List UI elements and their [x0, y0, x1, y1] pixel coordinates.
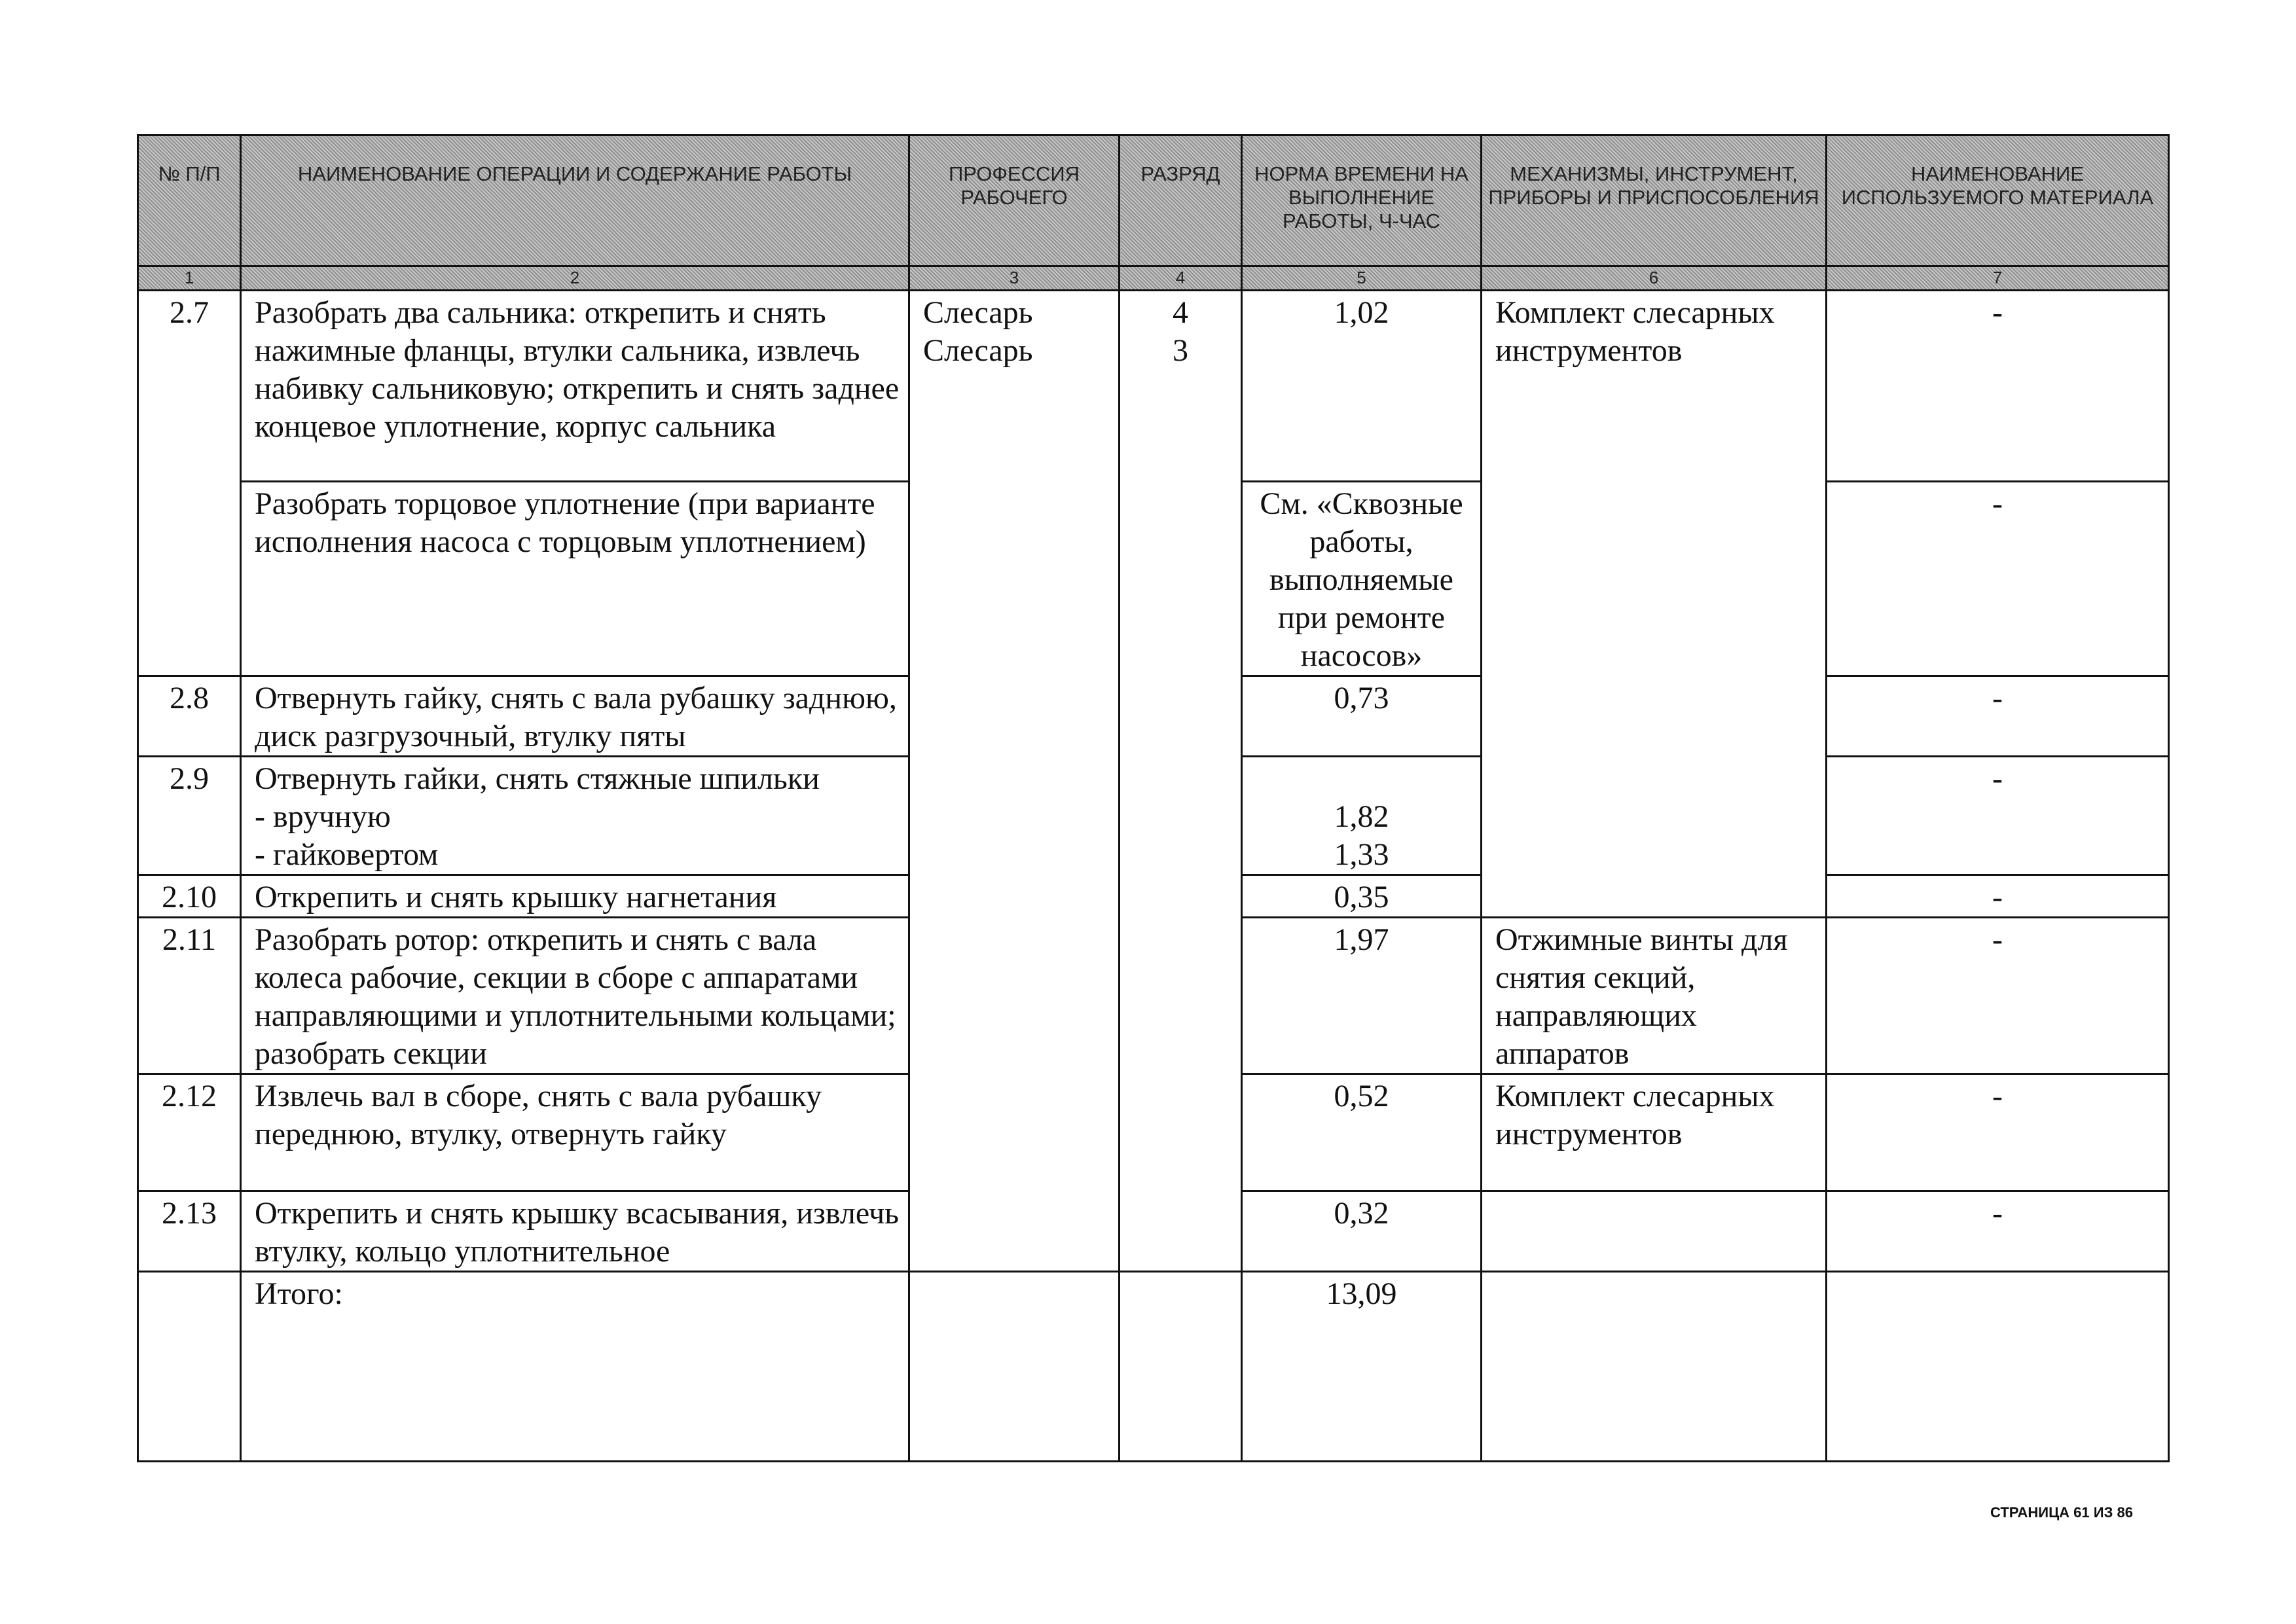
- total-label: Итого:: [241, 1272, 909, 1462]
- col-number: 2: [241, 266, 909, 291]
- row-material: -: [1827, 1074, 2169, 1191]
- empty-cell: [138, 1272, 241, 1462]
- col-number: 6: [1482, 266, 1827, 291]
- row-tools: Отжимные винты для снятия секций, направляющих аппаратов: [1482, 918, 1827, 1074]
- header-profession: ПРОФЕССИЯ РАБОЧЕГО: [909, 135, 1120, 266]
- row-operation: Разобрать торцовое уплотнение (при варианте исполнения насоса с торцовым уплотнением): [241, 482, 909, 676]
- row-profession: Слесарь Слесарь: [909, 291, 1120, 1272]
- row-material: -: [1827, 875, 2169, 918]
- work-operations-table: [137, 134, 2170, 1462]
- row-num: 2.10: [138, 875, 241, 918]
- row-time: 0,35: [1242, 875, 1482, 918]
- row-time: 0,32: [1242, 1191, 1482, 1272]
- total-row: [138, 1272, 2169, 1462]
- col-number: 3: [909, 266, 1120, 291]
- header-num: № П/П: [138, 135, 241, 266]
- row-num: 2.12: [138, 1074, 241, 1191]
- total-time: 13,09: [1242, 1272, 1482, 1462]
- row-operation: Разобрать ротор: открепить и снять с вала колеса рабочие, секции в сборе с аппаратами направляющими и уплотнительными кольцами; разобрать секции: [241, 918, 909, 1074]
- row-num: 2.13: [138, 1191, 241, 1272]
- header-tools: МЕХАНИЗМЫ, ИНСТРУМЕНТ, ПРИБОРЫ И ПРИСПОСОБЛЕНИЯ: [1482, 135, 1827, 266]
- row-num: 2.11: [138, 918, 241, 1074]
- row-material: -: [1827, 1191, 2169, 1272]
- row-material: -: [1827, 676, 2169, 757]
- col-number: 1: [138, 266, 241, 291]
- col-number: 7: [1827, 266, 2169, 291]
- empty-cell: [1120, 1272, 1242, 1462]
- empty-cell: [1827, 1272, 2169, 1462]
- row-tools: Комплект слесарных инструментов: [1482, 291, 1827, 918]
- row-time: 1,02: [1242, 291, 1482, 482]
- header-row: [138, 135, 2169, 266]
- row-time: 0,52: [1242, 1074, 1482, 1191]
- row-operation: Извлечь вал в сборе, снять с вала рубашку переднюю, втулку, отвернуть гайку: [241, 1074, 909, 1191]
- page-number: СТРАНИЦА 61 ИЗ 86: [1990, 1504, 2133, 1521]
- empty-cell: [1482, 1272, 1827, 1462]
- col-number: 4: [1120, 266, 1242, 291]
- row-num: 2.9: [138, 757, 241, 875]
- header-time-norm: НОРМА ВРЕМЕНИ НА ВЫПОЛНЕНИЕ РАБОТЫ, Ч-ЧАС: [1242, 135, 1482, 266]
- row-material: -: [1827, 918, 2169, 1074]
- row-tools: Комплект слесарных инструментов: [1482, 1074, 1827, 1191]
- header-grade: РАЗРЯД: [1120, 135, 1242, 266]
- row-operation: Открепить и снять крышку всасывания, извлечь втулку, кольцо уплотнительное: [241, 1191, 909, 1272]
- row-time: 0,73: [1242, 676, 1482, 757]
- row-material: -: [1827, 482, 2169, 676]
- empty-cell: [909, 1272, 1120, 1462]
- row-time: См. «Сквозные работы, выполняемые при ремонте насосов»: [1242, 482, 1482, 676]
- row-time: 1,97: [1242, 918, 1482, 1074]
- row-operation: Разобрать два сальника: открепить и снять нажимные фланцы, втулки сальника, извлечь набивку сальниковую; открепить и снять заднее концевое уплотнение, корпус сальника: [241, 291, 909, 482]
- column-number-row: [138, 266, 2169, 291]
- row-grade: 4 3: [1120, 291, 1242, 1272]
- row-tools: [1482, 1191, 1827, 1272]
- row-operation: Открепить и снять крышку нагнетания: [241, 875, 909, 918]
- col-number: 5: [1242, 266, 1482, 291]
- row-num: 2.7: [138, 291, 241, 676]
- header-operation: НАИМЕНОВАНИЕ ОПЕРАЦИИ И СОДЕРЖАНИЕ РАБОТЫ: [241, 135, 909, 266]
- row-material: -: [1827, 757, 2169, 875]
- row-material: -: [1827, 291, 2169, 482]
- row-num: 2.8: [138, 676, 241, 757]
- table-row: [138, 291, 2169, 482]
- header-material: НАИМЕНОВАНИЕ ИСПОЛЬЗУЕМОГО МАТЕРИАЛА: [1827, 135, 2169, 266]
- row-operation: Отвернуть гайку, снять с вала рубашку заднюю, диск разгрузочный, втулку пяты: [241, 676, 909, 757]
- row-time: 1,82 1,33: [1242, 757, 1482, 875]
- row-operation: Отвернуть гайки, снять стяжные шпильки - вручную - гайковертом: [241, 757, 909, 875]
